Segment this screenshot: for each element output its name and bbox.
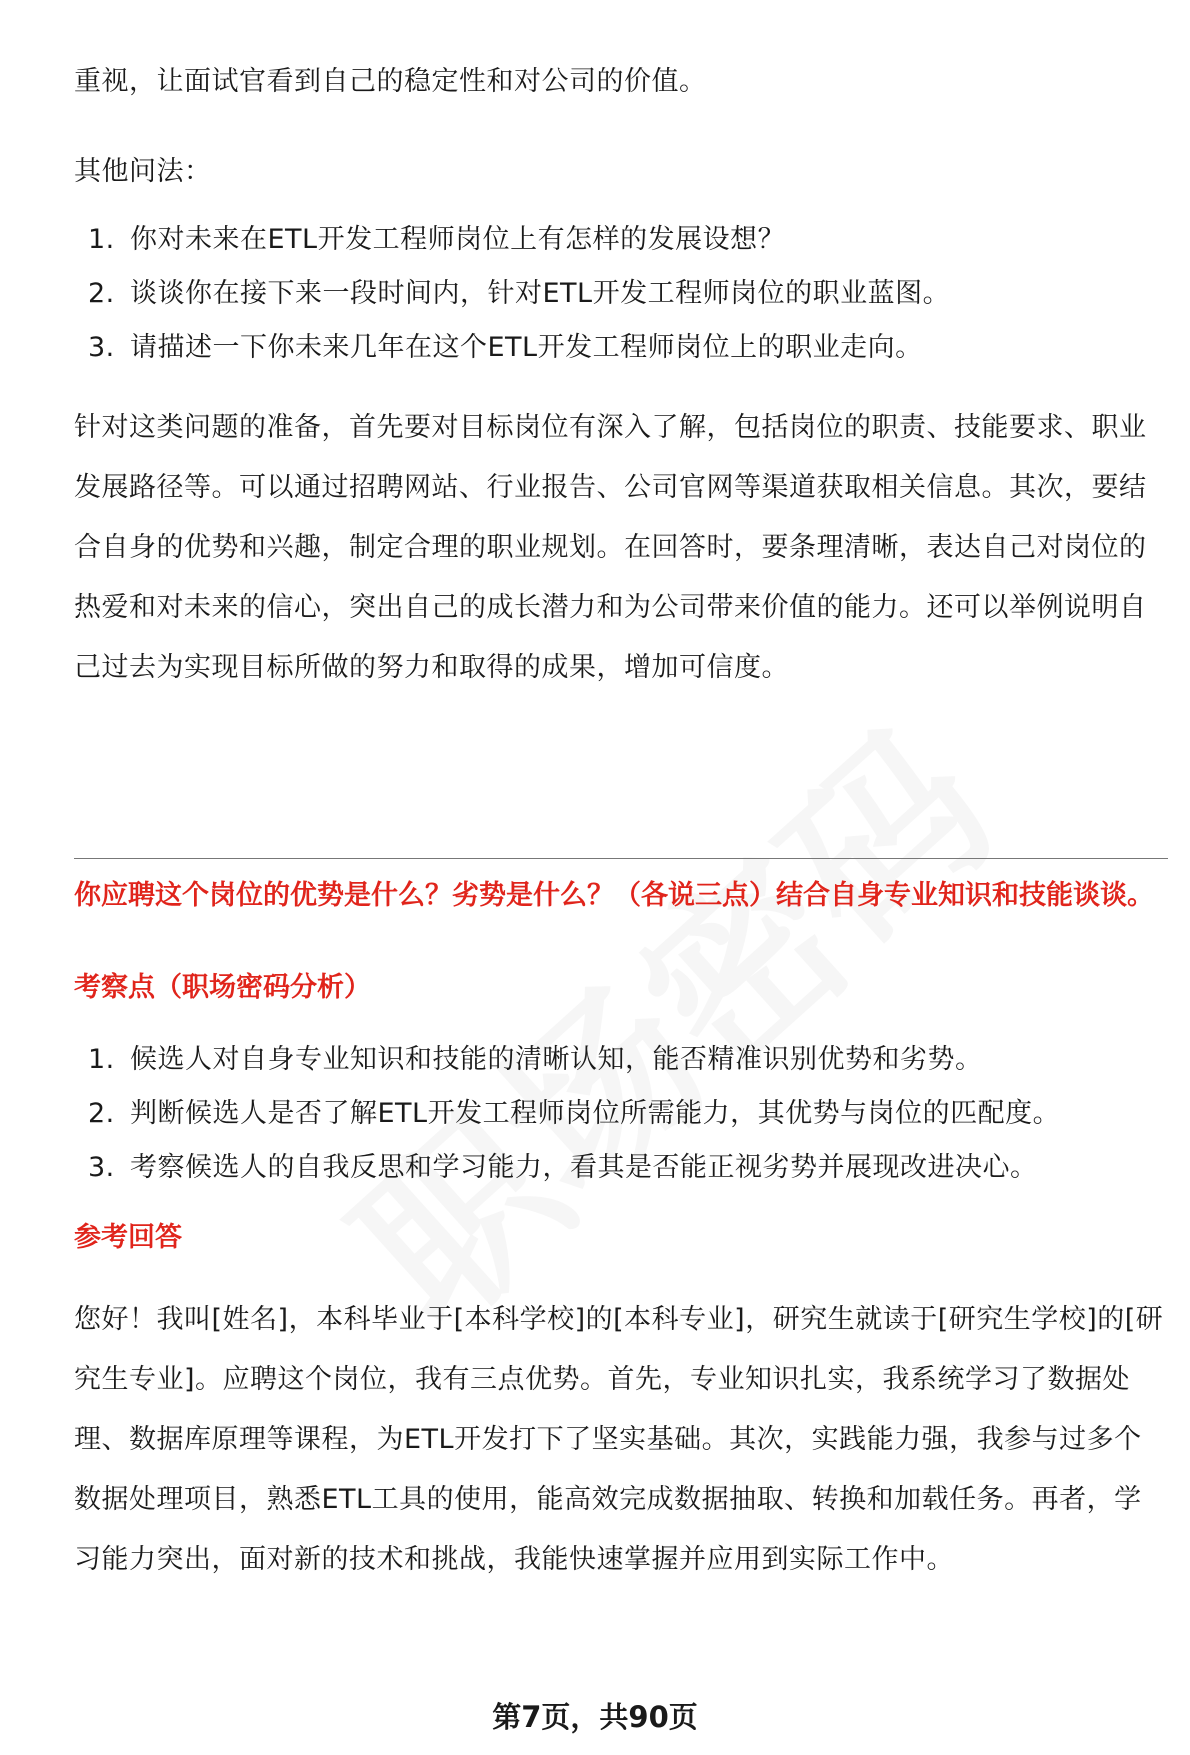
list-item-text: 考察候选人的自我反思和学习能力，看其是否能正视劣势并展现改进决心。 [130, 1152, 1038, 1183]
other-questions-label: 其他问法： [74, 156, 212, 187]
list-item-text: 判断候选人是否了解ETL开发工程师岗位所需能力，其优势与岗位的匹配度。 [130, 1098, 1061, 1129]
question-title: 你应聘这个岗位的优势是什么？劣势是什么？（各说三点）结合自身专业知识和技能谈谈。 [74, 880, 1154, 911]
list-item-text: 你对未来在ETL开发工程师岗位上有怎样的发展设想？ [130, 224, 786, 255]
list-item-text: 候选人对自身专业知识和技能的清晰认知，能否精准识别优势和劣势。 [130, 1044, 983, 1075]
answer-paragraph: 您好！我叫[姓名]，本科毕业于[本科学校]的[本科专业]，研究生就读于[研究生学校]的[研究生专业]。应聘这个岗位，我有三点优势。首先，专业知识扎实，我系统学习了数据处理、数据库原理等课程，为ETL开发打下了坚实基础。其次，实践能力强，我参与过多个数据处理项目，熟悉ETL工具的使用，能高效完成数据抽取、转换和加载任务。再者，学习能力突出，面对新的技术和挑战，我能快速掌握并应用到实际工作中。 [74, 1304, 1164, 1575]
analysis-heading: 考察点（职场密码分析） [74, 972, 371, 1003]
list-item-text: 请描述一下你未来几年在这个ETL开发工程师岗位上的职业走向。 [130, 332, 923, 363]
section-divider [74, 858, 1168, 859]
list-item: 3. 考察候选人的自我反思和学习能力，看其是否能正视劣势并展现改进决心。 [88, 1152, 1038, 1183]
preparation-paragraph: 针对这类问题的准备，首先要对目标岗位有深入了解，包括岗位的职责、技能要求、职业发展路径等。可以通过招聘网站、行业报告、公司官网等渠道获取相关信息。其次，要结合自身的优势和兴趣，制定合理的职业规划。在回答时，要条理清晰，表达自己对岗位的热爱和对未来的信心，突出自己的成长潜力和为公司带来价值的能力。还可以举例说明自己过去为实现目标所做的努力和取得的成果，增加可信度。 [74, 412, 1147, 683]
list-item: 2. 判断候选人是否了解ETL开发工程师岗位所需能力，其优势与岗位的匹配度。 [88, 1098, 1061, 1129]
list-item: 1. 候选人对自身专业知识和技能的清晰认知，能否精准识别优势和劣势。 [88, 1044, 983, 1075]
page-number: 第7页，共90页 [492, 1700, 698, 1734]
list-item: 1. 你对未来在ETL开发工程师岗位上有怎样的发展设想？ [88, 224, 786, 255]
list-item: 2. 谈谈你在接下来一段时间内，针对ETL开发工程师岗位的职业蓝图。 [88, 278, 951, 309]
answer-heading: 参考回答 [74, 1222, 182, 1253]
intro-tail-paragraph: 重视，让面试官看到自己的稳定性和对公司的价值。 [74, 66, 707, 97]
list-item-text: 谈谈你在接下来一段时间内，针对ETL开发工程师岗位的职业蓝图。 [130, 278, 951, 309]
list-item: 3. 请描述一下你未来几年在这个ETL开发工程师岗位上的职业走向。 [88, 332, 923, 363]
